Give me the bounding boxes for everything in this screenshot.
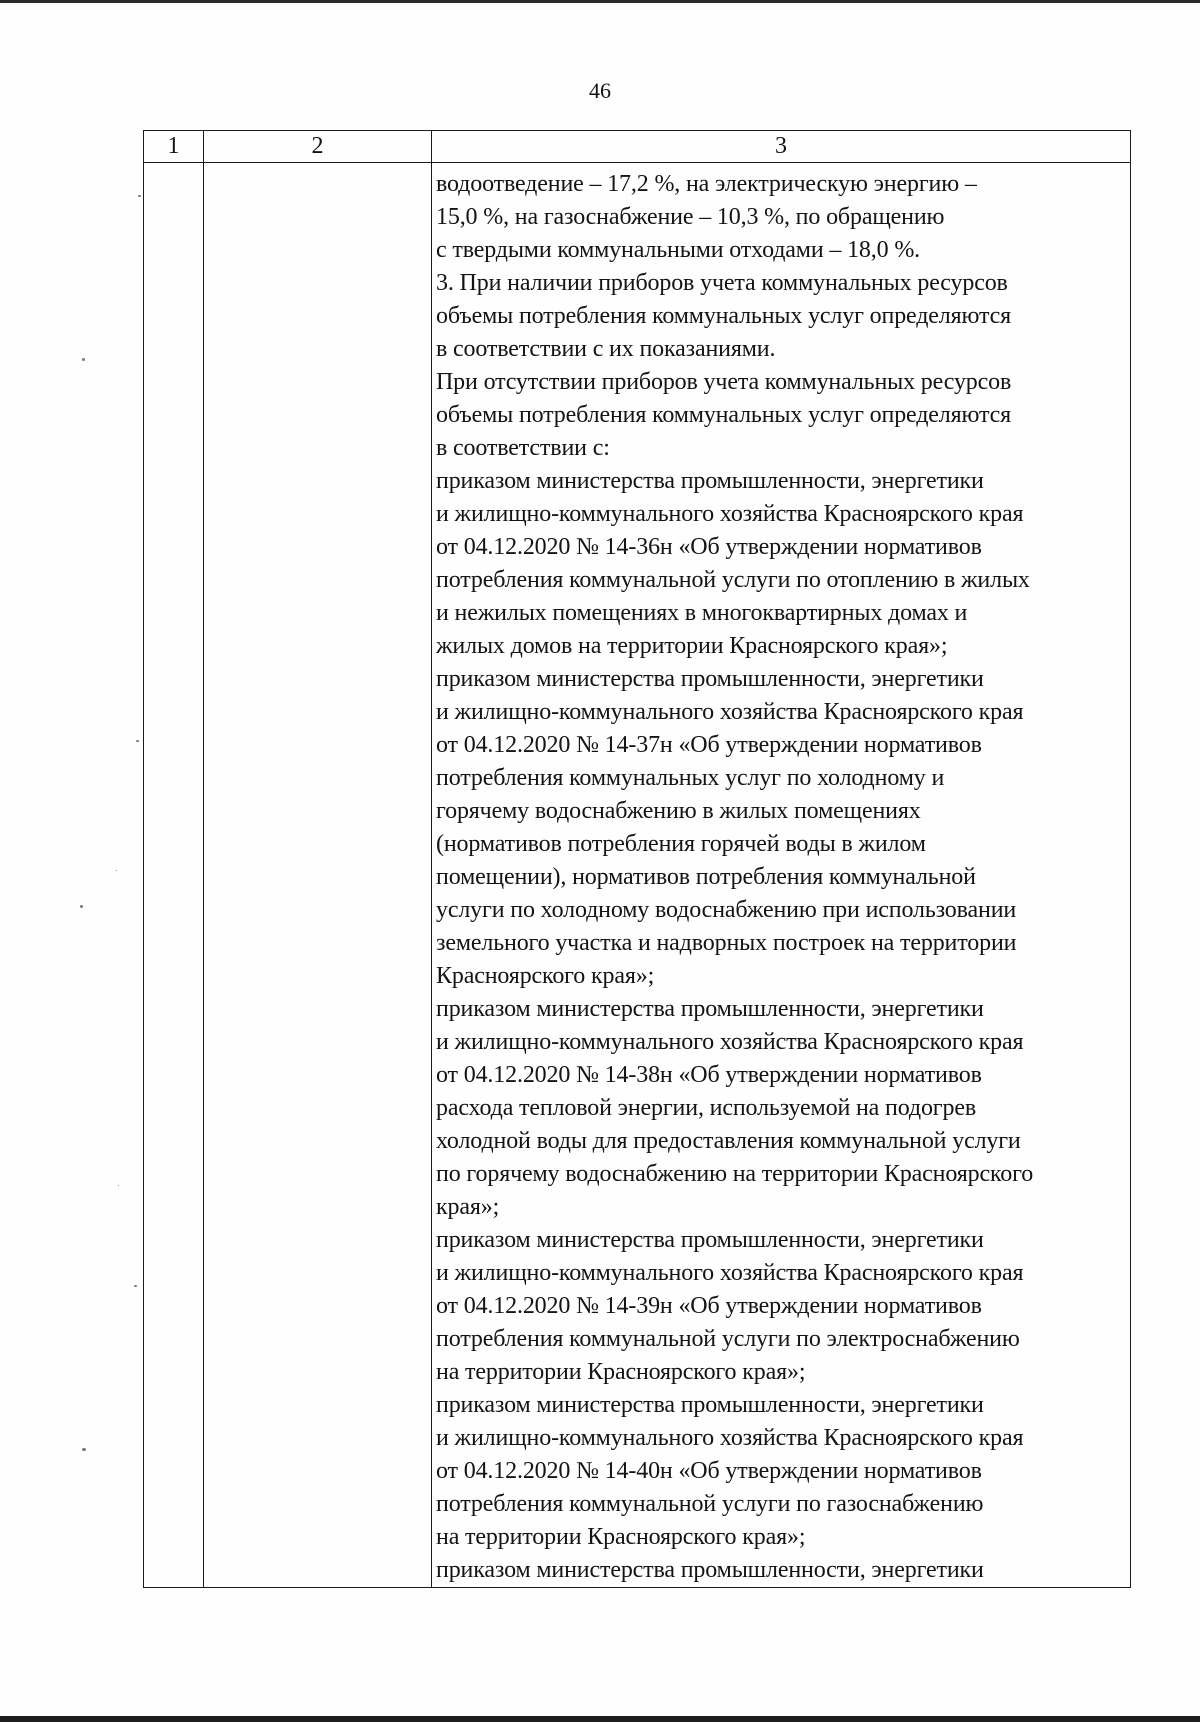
- text-line: приказом министерства промышленности, энергетики: [436, 468, 984, 494]
- header-col-1: 1: [144, 131, 204, 163]
- text-line: на территории Красноярского края»;: [436, 1359, 806, 1385]
- text-line: и жилищно-коммунального хозяйства Красноярского края: [436, 501, 1024, 527]
- scan-speck: [80, 905, 83, 908]
- text-line: края»;: [436, 1194, 500, 1220]
- text-line: 3. При наличии приборов учета коммунальных ресурсов: [436, 270, 1008, 296]
- text-line: и жилищно-коммунального хозяйства Красноярского края: [436, 1260, 1024, 1286]
- scan-edge-bottom: [0, 1716, 1200, 1722]
- text-line: в соответствии с их показаниями.: [436, 336, 776, 362]
- text-line: и жилищно-коммунального хозяйства Красноярского края: [436, 1029, 1024, 1055]
- text-line: на территории Красноярского края»;: [436, 1524, 806, 1550]
- text-line: от 04.12.2020 № 14-38н «Об утверждении нормативов: [436, 1062, 982, 1088]
- table-body-row: [144, 163, 1131, 1588]
- text-line: по горячему водоснабжению на территории Красноярского: [436, 1161, 1034, 1187]
- text-line: объемы потребления коммунальных услуг определяются: [436, 303, 1011, 329]
- text-line: При отсутствии приборов учета коммунальных ресурсов: [436, 369, 1012, 395]
- text-line: и жилищно-коммунального хозяйства Красноярского края: [436, 699, 1024, 725]
- text-line: от 04.12.2020 № 14-36н «Об утверждении нормативов: [436, 534, 982, 560]
- text-line: водоотведение – 17,2 %, на электрическую энергию –: [436, 171, 977, 197]
- body-col-3-text: [432, 163, 1131, 1588]
- text-line: потребления коммунальной услуги по электроснабжению: [436, 1326, 1020, 1352]
- text-line: потребления коммунальной услуги по газоснабжению: [436, 1491, 984, 1517]
- text-line: с твердыми коммунальными отходами – 18,0 %.: [436, 237, 921, 263]
- text-line: расхода тепловой энергии, используемой на подогрев: [436, 1095, 977, 1121]
- header-col-3: 3: [432, 131, 1131, 163]
- text-line: холодной воды для предоставления коммунальной услуги: [436, 1128, 1021, 1154]
- scan-edge-top: [0, 0, 1200, 3]
- content-table: [143, 130, 1131, 1588]
- text-line: объемы потребления коммунальных услуг определяются: [436, 402, 1011, 428]
- scan-speck: [82, 1448, 86, 1451]
- scan-speck: [134, 1285, 137, 1287]
- body-col-1: [144, 163, 204, 1588]
- text-line: потребления коммунальной услуги по отоплению в жилых: [436, 567, 1030, 593]
- text-line: приказом министерства промышленности, энергетики: [436, 666, 984, 692]
- scan-speck: [138, 195, 141, 197]
- text-line: (нормативов потребления горячей воды в жилом: [436, 831, 926, 857]
- text-line: горячему водоснабжению в жилых помещениях: [436, 798, 921, 824]
- body-col-2: [204, 163, 432, 1588]
- text-line: приказом министерства промышленности, энергетики: [436, 996, 984, 1022]
- text-line: помещении), нормативов потребления коммунальной: [436, 864, 976, 890]
- scan-speck: [118, 1185, 119, 1186]
- header-col-2: 2: [204, 131, 432, 163]
- page-number: 46: [589, 78, 611, 103]
- scan-speck: [116, 870, 117, 871]
- text-line: от 04.12.2020 № 14-40н «Об утверждении нормативов: [436, 1458, 982, 1484]
- text-line: приказом министерства промышленности, энергетики: [436, 1557, 984, 1583]
- text-line: от 04.12.2020 № 14-39н «Об утверждении нормативов: [436, 1293, 982, 1319]
- text-line: услуги по холодному водоснабжению при использовании: [436, 897, 1017, 923]
- text-line: от 04.12.2020 № 14-37н «Об утверждении нормативов: [436, 732, 982, 758]
- text-line: в соответствии с:: [436, 435, 610, 461]
- text-line: и нежилых помещениях в многоквартирных домах и: [436, 600, 968, 626]
- text-line: Красноярского края»;: [436, 963, 655, 989]
- text-line: приказом министерства промышленности, энергетики: [436, 1227, 984, 1253]
- text-line: земельного участка и надворных построек на территории: [436, 930, 1017, 956]
- text-line: 15,0 %, на газоснабжение – 10,3 %, по обращению: [436, 204, 945, 230]
- text-line: потребления коммунальных услуг по холодному и: [436, 765, 945, 791]
- text-line: жилых домов на территории Красноярского края»;: [436, 633, 948, 659]
- text-line: и жилищно-коммунального хозяйства Красноярского края: [436, 1425, 1024, 1451]
- text-line: приказом министерства промышленности, энергетики: [436, 1392, 984, 1418]
- scan-speck: [136, 740, 139, 742]
- table-header-row: [144, 131, 1131, 163]
- scan-speck: [82, 358, 85, 361]
